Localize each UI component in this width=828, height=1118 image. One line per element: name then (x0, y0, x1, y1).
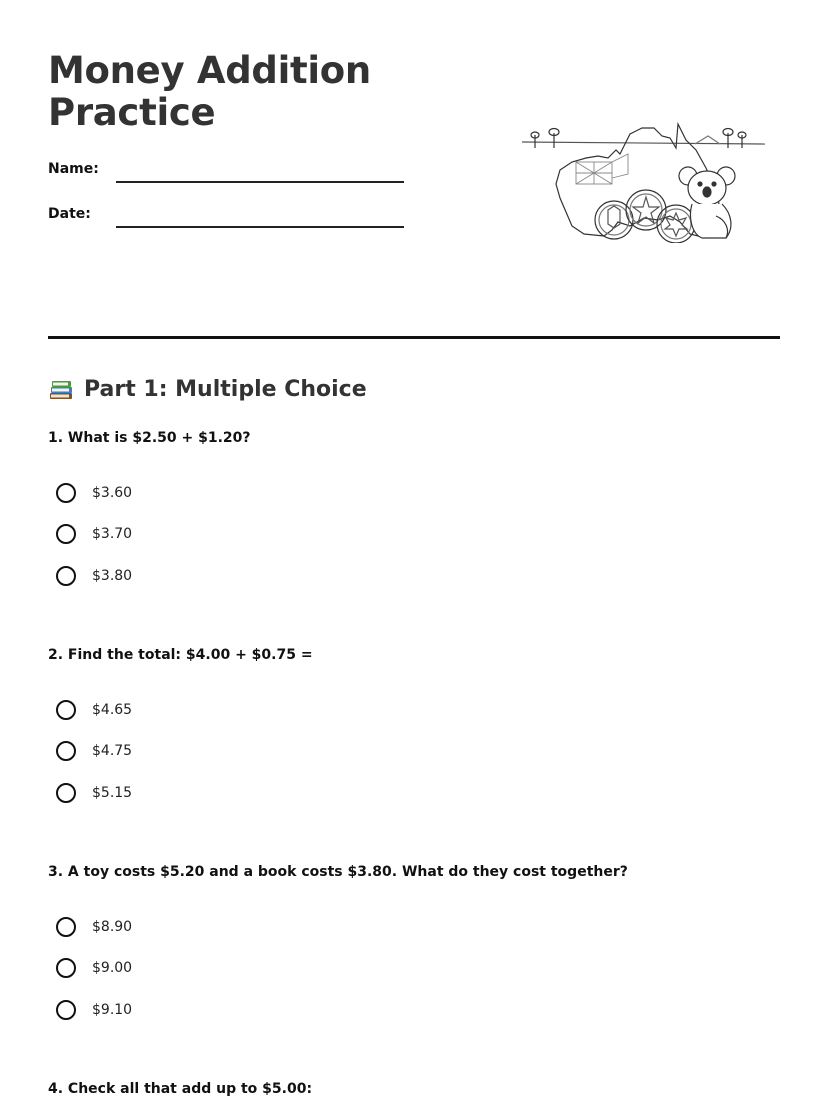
question-text: 3. A toy costs $5.20 and a book costs $3.80. What do they cost together? (48, 864, 628, 880)
books-icon (48, 376, 74, 402)
answer-options (56, 472, 132, 597)
answer-option[interactable] (56, 514, 132, 556)
tree-icon (738, 132, 746, 148)
worksheet-page (48, 0, 780, 1118)
coin-icon (657, 205, 695, 243)
question-text: 1. What is $2.50 + $1.20? (48, 430, 251, 446)
question-1 (48, 428, 780, 584)
option-label: $9.00 (92, 960, 133, 977)
name-field (48, 155, 408, 185)
radio-button[interactable] (56, 741, 76, 761)
answer-options (56, 689, 132, 814)
coin-icon (595, 201, 633, 239)
australia-koala-coins-illustration (520, 118, 770, 243)
radio-button[interactable] (56, 700, 76, 720)
question-3 (48, 862, 780, 1018)
section-divider (48, 336, 780, 339)
radio-button[interactable] (56, 566, 76, 586)
option-label: $4.65 (92, 701, 133, 718)
worksheet-title: Money Addition Practice (48, 49, 371, 134)
date-line[interactable] (116, 226, 404, 228)
option-label: $5.15 (92, 784, 133, 801)
question-4 (48, 1079, 780, 1099)
option-label: $9.10 (92, 1001, 133, 1018)
answer-option[interactable] (56, 989, 132, 1031)
answer-option[interactable] (56, 948, 132, 990)
answer-option[interactable] (56, 472, 132, 514)
answer-option[interactable] (56, 772, 132, 814)
part1-heading (48, 372, 367, 406)
answer-option[interactable] (56, 555, 132, 597)
tree-icon (723, 129, 733, 149)
question-text: 2. Find the total: $4.00 + $0.75 = (48, 647, 313, 663)
date-label: Date: (48, 206, 91, 222)
name-label: Name: (48, 161, 99, 177)
question-text: 4. Check all that add up to $5.00: (48, 1081, 313, 1097)
radio-button[interactable] (56, 524, 76, 544)
option-label: $3.70 (92, 526, 133, 543)
tree-icon (531, 132, 539, 148)
option-label: $3.80 (92, 567, 133, 584)
radio-button[interactable] (56, 783, 76, 803)
radio-button[interactable] (56, 958, 76, 978)
koala-icon (679, 167, 735, 238)
radio-button[interactable] (56, 483, 76, 503)
option-label: $3.60 (92, 484, 133, 501)
answer-option[interactable] (56, 689, 132, 731)
coin-icon (626, 190, 666, 230)
radio-button[interactable] (56, 917, 76, 937)
answer-options (56, 906, 132, 1031)
answer-option[interactable] (56, 906, 132, 948)
option-label: $8.90 (92, 918, 133, 935)
answer-option[interactable] (56, 731, 132, 773)
tree-icon (549, 129, 559, 149)
option-label: $4.75 (92, 743, 133, 760)
question-2 (48, 645, 780, 801)
date-field (48, 200, 408, 230)
part1-title: Part 1: Multiple Choice (84, 376, 367, 402)
radio-button[interactable] (56, 1000, 76, 1020)
name-line[interactable] (116, 181, 404, 183)
